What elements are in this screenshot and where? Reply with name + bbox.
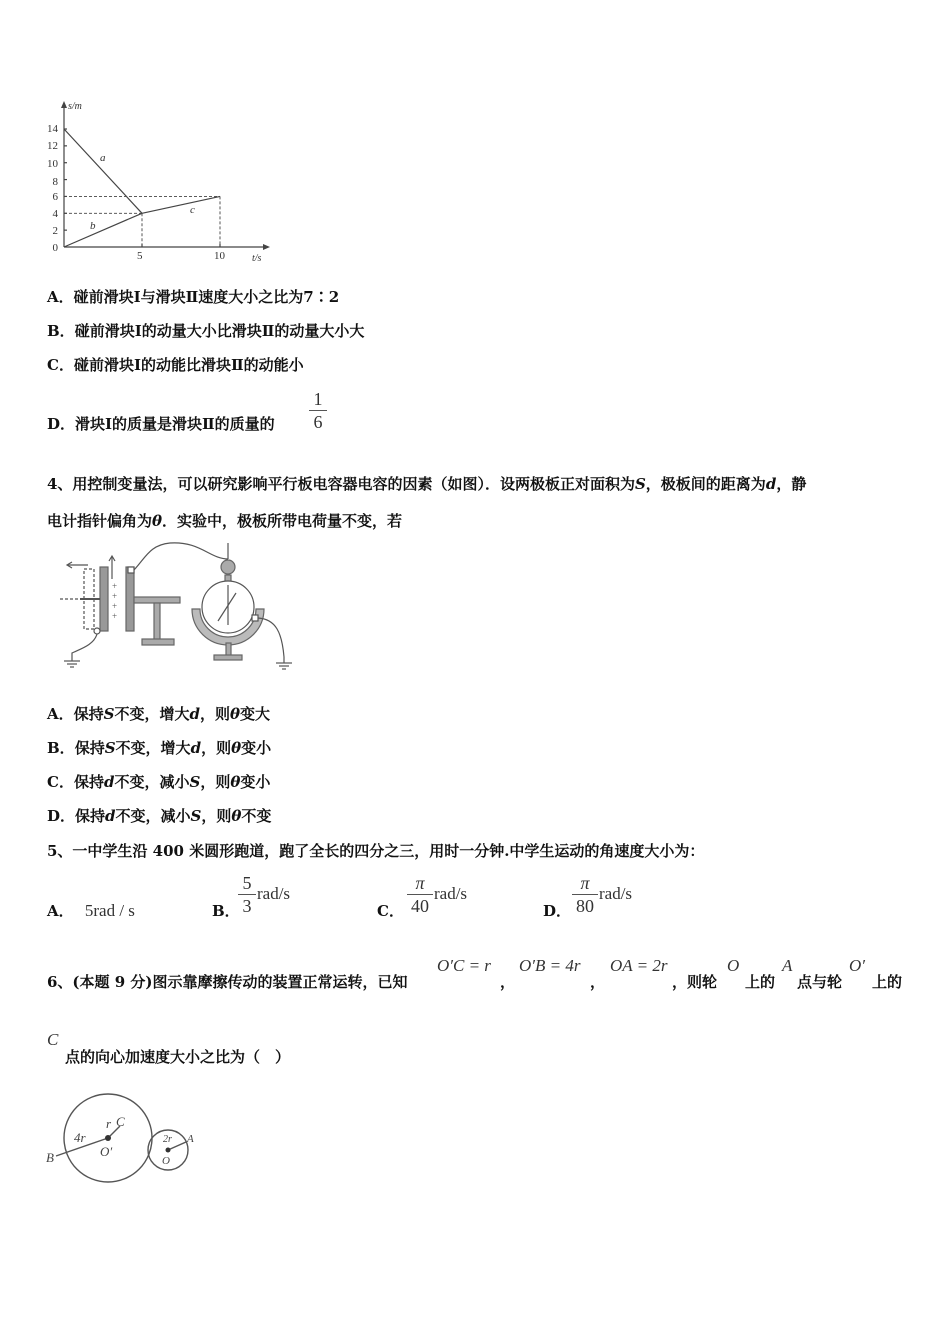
q5-c-fraction — [407, 873, 433, 916]
q4-option-a — [47, 703, 270, 724]
q4-option-b — [47, 737, 271, 758]
q6-stem-c: 上的 — [745, 973, 776, 991]
q6-stem-d: 点与轮 — [797, 973, 843, 991]
option-text: 不变，减小 — [115, 807, 191, 825]
var-s: S — [634, 475, 646, 493]
y-tick-label: 2 — [52, 225, 58, 237]
q4-text: ．实验中，极板所带电荷量不变，若 — [162, 512, 403, 530]
q5-option-c-label: C． — [377, 902, 404, 920]
q4-text: ，静 — [776, 475, 807, 493]
var-d: d — [765, 475, 777, 493]
option-text: 不变，增大 — [115, 739, 191, 757]
q6-stem-a: 6、(本题 9 分)图示靠摩擦传动的装置正常运转，已知 — [47, 973, 408, 991]
option-text: 不变，减小 — [114, 773, 190, 791]
fraction-one-sixth — [309, 389, 327, 432]
option-var: θ — [231, 807, 242, 825]
q3-option-a — [47, 286, 339, 307]
option-label: B． — [47, 322, 75, 340]
q5-c-unit: rad/s — [434, 884, 468, 903]
q6-var-a: A — [782, 956, 793, 975]
option-text: 保持 — [73, 705, 104, 723]
q6-stem-f: 点的向心加速度大小之比为（ ） — [65, 1048, 291, 1066]
option-text: ，则 — [201, 739, 232, 757]
q5-b-fraction — [238, 873, 256, 916]
var-theta: θ — [152, 512, 163, 530]
option-text: 碰前滑块Ⅰ与滑块Ⅱ速度大小之比为7∶2 — [73, 288, 340, 306]
x-tick-label: 10 — [214, 250, 225, 262]
svg-text:+: + — [112, 591, 118, 601]
option-text: 不变 — [241, 807, 272, 825]
q5-option-a — [47, 900, 135, 921]
q4-stem-line2 — [47, 510, 402, 531]
s-t-graph — [40, 95, 280, 265]
option-var: θ — [230, 773, 241, 791]
label-r: r — [106, 1116, 112, 1131]
fraction-denominator: 40 — [411, 896, 429, 916]
q3-option-d — [47, 413, 275, 434]
option-label: A． — [47, 705, 74, 723]
label-o-prime: O′ — [100, 1144, 113, 1159]
q6-var-oprime: O′ — [849, 956, 865, 975]
q6-var-o: O — [727, 956, 740, 975]
option-text: ，则 — [201, 807, 232, 825]
label-b: B — [46, 1150, 54, 1165]
x-axis-label: t/s — [252, 253, 262, 264]
option-var: θ — [231, 739, 242, 757]
option-label: B． — [47, 739, 75, 757]
option-label: D． — [47, 415, 76, 433]
option-text: 保持 — [75, 807, 106, 825]
capacitor-electroscope-diagram — [50, 537, 300, 675]
q5-d-unit: rad/s — [599, 884, 633, 903]
option-text: 变大 — [240, 705, 271, 723]
q6-stem-b: ，则轮 — [672, 973, 718, 991]
series-line-a — [64, 129, 142, 213]
q6-sep1: ， — [500, 973, 516, 991]
y-tick-label: 8 — [52, 176, 58, 188]
q4-text: 电计指针偏角为 — [47, 512, 153, 530]
option-label: C． — [47, 356, 74, 374]
label-a: A — [187, 1133, 194, 1145]
q5-stem: 5、一中学生沿 400 米圆形跑道，跑了全长的四分之三，用时一分钟.中学生运动的角速度大小为： — [47, 842, 705, 860]
q6-sep2: ， — [590, 973, 606, 991]
q4-stem-line1 — [47, 473, 806, 494]
option-label: A． — [47, 288, 74, 306]
option-var: d — [105, 807, 116, 825]
option-text: 碰前滑块Ⅰ的动量大小比滑块Ⅱ的动量大小大 — [74, 322, 365, 340]
option-var: d — [189, 705, 201, 723]
option-var: S — [189, 773, 201, 791]
q6-var-c: C — [47, 1030, 59, 1049]
option-text: 变小 — [240, 773, 271, 791]
x-axis-arrow — [263, 244, 270, 250]
q5-option-d-label: D． — [543, 902, 572, 920]
y-tick-label: 4 — [52, 208, 58, 220]
option-text: 保持 — [74, 739, 105, 757]
y-tick-label: 10 — [47, 158, 58, 170]
option-label: A． — [47, 902, 74, 920]
q6-eq2: O′B = 4r — [519, 956, 581, 975]
q3-option-b — [47, 320, 364, 341]
q4-option-c — [47, 771, 270, 792]
option-var: S — [190, 807, 202, 825]
y-tick-label: 12 — [47, 140, 58, 152]
svg-text:+: + — [112, 601, 118, 611]
option-text: ，则 — [200, 705, 231, 723]
option-var: S — [103, 705, 115, 723]
label-o: O — [162, 1155, 170, 1167]
y-tick-label: 6 — [52, 191, 58, 203]
q4-text: ，极板间的距离为 — [645, 475, 766, 493]
q6-stem-e: 上的 — [872, 973, 903, 991]
option-label: D． — [47, 807, 76, 825]
option-text: 保持 — [73, 773, 104, 791]
y-tick-label: 14 — [47, 123, 58, 135]
option-var: S — [104, 739, 116, 757]
option-var: d — [103, 773, 115, 791]
option-var: d — [190, 739, 202, 757]
option-value: 5rad / s — [84, 901, 135, 920]
fraction-denominator: 6 — [313, 412, 323, 432]
label-4r: 4r — [74, 1130, 86, 1145]
series-line-b — [64, 213, 142, 247]
label-c: C — [116, 1114, 125, 1129]
line-label-c: c — [190, 204, 195, 216]
y-axis-arrow — [61, 101, 67, 108]
label-2r: 2r — [163, 1134, 172, 1145]
fraction-numerator: π — [415, 873, 425, 893]
option-text: ，则 — [200, 773, 231, 791]
q6-eq3: OA = 2r — [610, 956, 668, 975]
option-var: θ — [230, 705, 241, 723]
fraction-numerator: 5 — [242, 873, 252, 893]
q4-text: 4、用控制变量法，可以研究影响平行板电容器电容的因素（如图）．设两极板正对面积为 — [47, 475, 635, 493]
q6-eq1: O′C = r — [437, 956, 491, 975]
q3-option-c — [47, 354, 304, 375]
q5-b-unit: rad/s — [257, 884, 291, 903]
series-line-c — [142, 196, 220, 213]
option-text: 变小 — [241, 739, 272, 757]
option-text: 滑块Ⅰ的质量是滑块Ⅱ的质量的 — [75, 415, 275, 433]
x-tick-label: 5 — [137, 250, 143, 262]
y-axis-label: s/m — [68, 101, 82, 112]
fraction-denominator: 3 — [242, 896, 252, 916]
q5-option-b-label: B． — [212, 902, 240, 920]
q4-option-d — [47, 805, 271, 826]
line-label-b: b — [90, 220, 96, 232]
option-text: 碰前滑块Ⅰ的动能比滑块Ⅱ的动能小 — [73, 356, 304, 374]
fraction-numerator: π — [580, 873, 590, 893]
line-label-a: a — [100, 152, 106, 164]
fraction-numerator: 1 — [313, 389, 323, 409]
y-tick-label: 0 — [52, 242, 58, 254]
fraction-denominator: 80 — [576, 896, 594, 916]
svg-text:+: + — [112, 581, 118, 591]
option-label: C． — [47, 773, 74, 791]
option-text: 不变，增大 — [114, 705, 190, 723]
friction-wheels-diagram — [44, 1090, 204, 1190]
svg-text:+: + — [112, 611, 118, 621]
q5-d-fraction — [572, 873, 598, 916]
